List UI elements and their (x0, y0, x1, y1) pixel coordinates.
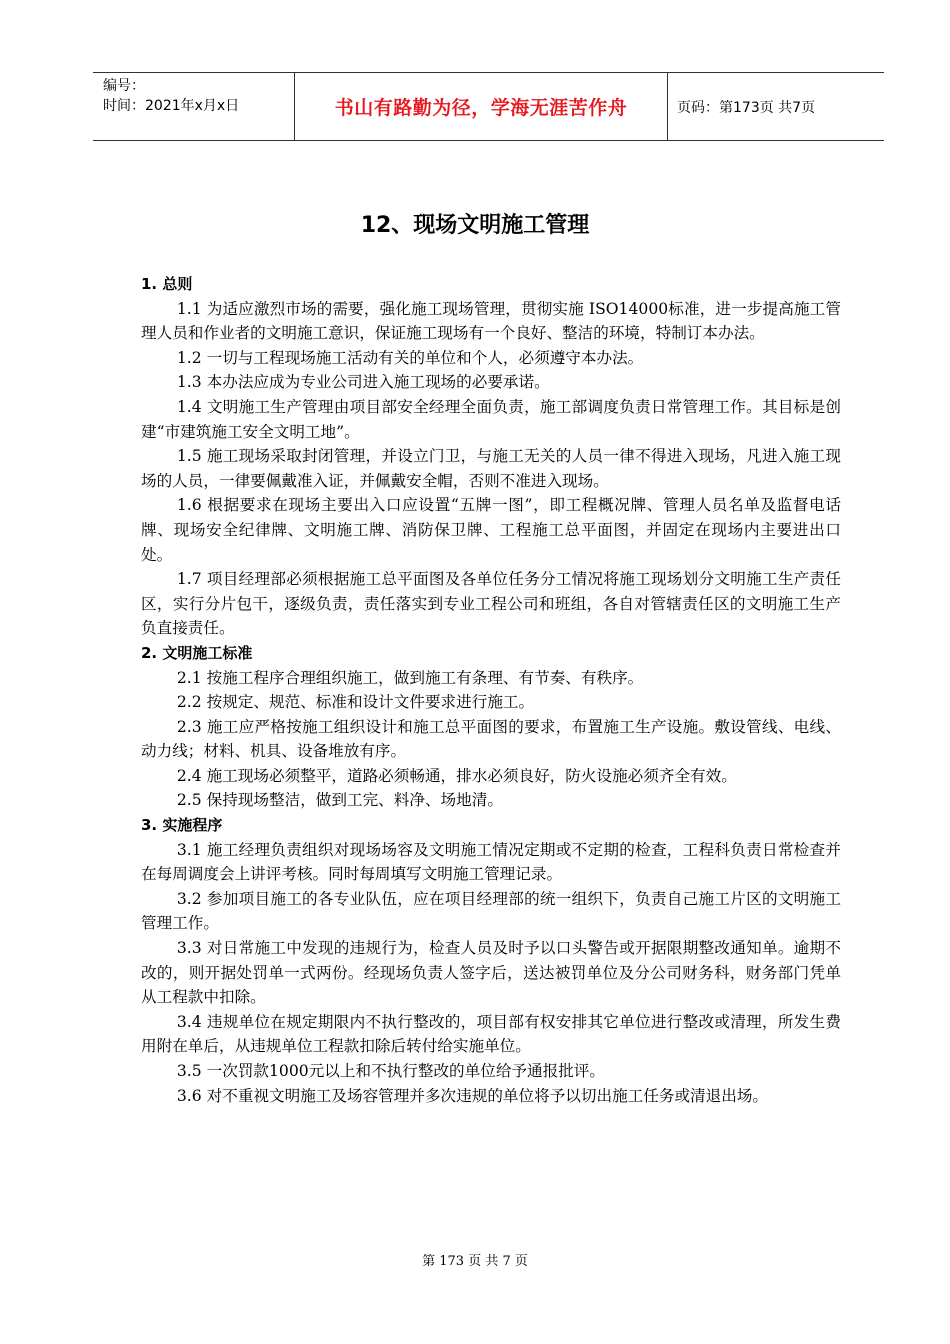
paragraph: 1.1 为适应激烈市场的需要，强化施工现场管理，贯彻实施 ISO14000标准，进一步提高施工管理人员和作业者的文明施工意识，保证施工现场有一个良好、整洁的环境，特制订本办法。 (141, 299, 841, 343)
paragraph: 1.4 文明施工生产管理由项目部安全经理全面负责，施工部调度负责日常管理工作。其目标是创建“市建筑施工安全文明工地”。 (141, 397, 841, 441)
paragraph: 3.3 对日常施工中发现的违规行为，检查人员及时予以口头警告或开据限期整改通知单。逾期不改的，则开据处罚单一式两份。经现场负责人签字后，送达被罚单位及分公司财务科，财务部门凭单从工程款中扣除。 (141, 939, 841, 1007)
paragraph: 1.6 根据要求在现场主要出入口应设置“五牌一图”，即工程概况牌、管理人员名单及监督电话牌、现场安全纪律牌、文明施工牌、消防保卫牌、工程施工总平面图，并固定在现场内主要进出口处。 (141, 496, 841, 564)
document-body (141, 272, 841, 1108)
section-heading: 3. 实施程序 (141, 816, 223, 835)
header-meta (103, 76, 293, 116)
paragraph: 1.2 一切与工程现场施工活动有关的单位和个人，必须遵守本办法。 (176, 348, 644, 367)
header-top-line (93, 72, 884, 73)
paragraph: 3.2 参加项目施工的各专业队伍，应在项目经理部的统一组织下，负责自己施工片区的文明施工管理工作。 (141, 889, 841, 933)
header-divider-right (667, 72, 668, 140)
header-number-label: 编号： (103, 78, 145, 94)
paragraph: 1.3 本办法应成为专业公司进入施工现场的必要承诺。 (176, 373, 550, 392)
page-footer: 第 173 页 共 7 页 (422, 1254, 528, 1269)
section-heading: 2. 文明施工标准 (141, 643, 253, 662)
header-page-info: 页码：第173页 共7页 (677, 100, 816, 116)
paragraph: 2.3 施工应严格按施工组织设计和施工总平面图的要求，布置施工生产设施。敷设管线、电线、动力线；材料、机具、设备堆放有序。 (141, 717, 841, 761)
section-heading: 1. 总则 (141, 275, 193, 293)
paragraph: 1.7 项目经理部必须根据施工总平面图及各单位任务分工情况将施工现场划分文明施工生产责任区，实行分片包干，逐级负责，责任落实到专业工程公司和班组，各自对管辖责任区的文明施工生产负直接责任。 (141, 570, 841, 638)
paragraph: 3.1 施工经理负责组织对现场场容及文明施工情况定期或不定期的检查，工程科负责日常检查并在每周调度会上讲评考核。同时每周填写文明施工管理记录。 (141, 840, 841, 884)
paragraph: 3.6 对不重视文明施工及场容管理并多次违规的单位将予以切出施工任务或清退出场。 (176, 1086, 769, 1105)
paragraph: 2.4 施工现场必须整平，道路必须畅通，排水必须良好，防火设施必须齐全有效。 (176, 766, 737, 785)
paragraph: 2.2 按规定、规范、标准和设计文件要求进行施工。 (176, 693, 535, 712)
paragraph: 1.5 施工现场采取封闭管理，并设立门卫，与施工无关的人员一律不得进入现场，凡进入施工现场的人员，一律要佩戴准入证，并佩戴安全帽，否则不准进入现场。 (141, 447, 841, 490)
paragraph: 3.4 违规单位在规定期限内不执行整改的，项目部有权安排其它单位进行整改或清理，所发生费用附在单后，从违规单位工程款扣除后转付给实施单位。 (141, 1012, 841, 1056)
paragraph: 2.5 保持现场整洁，做到工完、料净、场地清。 (176, 791, 503, 810)
header-bottom-line (93, 140, 884, 141)
document-title: 12、现场文明施工管理 (360, 213, 590, 238)
header-motto: 书山有路勤为径，学海无涯苦作舟 (334, 97, 628, 119)
paragraph: 3.5 一次罚款1000元以上和不执行整改的单位给予通报批评。 (176, 1062, 605, 1080)
paragraph: 2.1 按施工程序合理组织施工，做到施工有条理、有节奏、有秩序。 (176, 668, 644, 687)
header-divider-left (294, 72, 295, 140)
header-time-label: 时间：2021年x月x日 (103, 98, 240, 114)
